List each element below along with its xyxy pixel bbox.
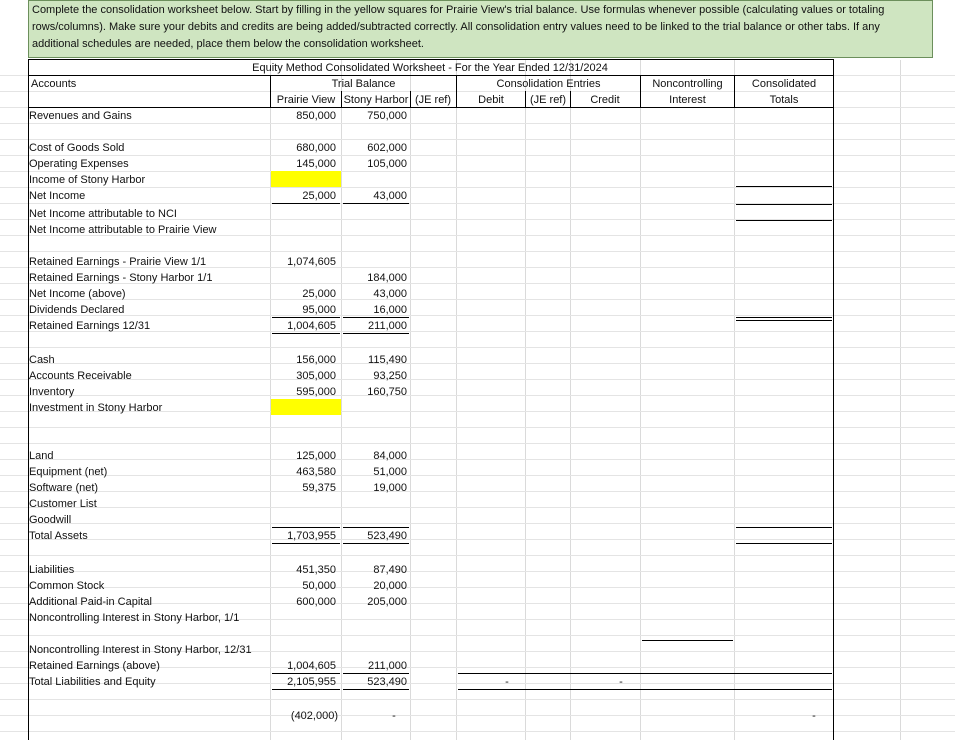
je-ref-header-2: (JE ref) [529, 94, 567, 106]
pv-cell[interactable]: 145,000 [296, 158, 336, 170]
row-label: Land [29, 450, 54, 462]
sh-cell[interactable]: 205,000 [367, 596, 407, 608]
row-label: Cost of Goods Sold [29, 142, 125, 154]
consolidation-entries-header: Consolidation Entries [496, 78, 601, 90]
pv-cell[interactable]: 1,004,605 [287, 660, 336, 672]
sh-cell[interactable]: 523,490 [367, 530, 407, 542]
sh-cell[interactable]: 43,000 [373, 288, 407, 300]
sh-cell[interactable]: 184,000 [367, 272, 407, 284]
sh-cell[interactable]: 211,000 [368, 320, 407, 332]
pv-cell[interactable]: 680,000 [296, 142, 336, 154]
pv-cell[interactable]: 600,000 [296, 596, 336, 608]
pv-cell[interactable]: 850,000 [296, 110, 336, 122]
credit-total-cell[interactable]: - [619, 676, 623, 688]
nci-header-line1: Noncontrolling [652, 78, 723, 90]
row-label: Goodwill [29, 514, 72, 526]
pv-cell[interactable]: 50,000 [302, 580, 336, 592]
row-label: Noncontrolling Interest in Stony Harbor, 12/31 [29, 644, 252, 656]
investment-in-stony-harbor-input[interactable] [271, 399, 341, 415]
income-of-stony-harbor-input[interactable] [271, 171, 341, 187]
sh-cell[interactable]: 19,000 [373, 482, 407, 494]
pv-cell[interactable]: 2,105,955 [287, 676, 336, 688]
sh-cell[interactable]: 51,000 [373, 466, 407, 478]
sh-cell[interactable]: 87,490 [373, 564, 407, 576]
pv-cell[interactable]: 305,000 [296, 370, 336, 382]
sh-cell[interactable]: 115,490 [368, 354, 407, 366]
row-label: Accounts Receivable [29, 370, 132, 382]
row-label: Total Assets [29, 530, 88, 542]
sh-cell[interactable]: 602,000 [367, 142, 407, 154]
row-label: Operating Expenses [29, 158, 129, 170]
pv-cell[interactable]: 595,000 [296, 386, 336, 398]
row-label: Inventory [29, 386, 75, 398]
sh-cell[interactable]: 105,000 [367, 158, 407, 170]
sh-cell[interactable]: 20,000 [373, 580, 407, 592]
pv-cell[interactable]: 156,000 [296, 354, 336, 366]
row-label: Dividends Declared [29, 304, 125, 316]
row-label: Retained Earnings (above) [29, 660, 160, 672]
pv-cell[interactable]: 59,375 [302, 482, 336, 494]
pv-cell[interactable]: 25,000 [302, 190, 336, 202]
trial-balance-header: Trial Balance [331, 78, 396, 90]
pv-cell[interactable]: 125,000 [296, 450, 336, 462]
row-label: Retained Earnings 12/31 [29, 320, 151, 332]
debit-total-cell[interactable]: - [505, 676, 509, 688]
row-label: Net Income [29, 190, 86, 202]
row-label: Retained Earnings - Stony Harbor 1/1 [29, 272, 213, 284]
pv-cell[interactable]: 1,074,605 [287, 256, 336, 268]
row-label: Revenues and Gains [29, 110, 132, 122]
consolidated-header-line2: Totals [769, 94, 799, 106]
sh-check-cell[interactable]: - [392, 710, 396, 722]
sh-cell[interactable]: 43,000 [373, 190, 407, 202]
sh-cell[interactable]: 84,000 [373, 450, 407, 462]
row-label: Income of Stony Harbor [29, 174, 146, 186]
pv-cell[interactable]: 451,350 [296, 564, 336, 576]
credit-header: Credit [590, 94, 620, 106]
sh-cell[interactable]: 523,490 [367, 676, 407, 688]
sh-cell[interactable]: 750,000 [367, 110, 407, 122]
accounts-header: Accounts [31, 78, 77, 90]
row-label: Investment in Stony Harbor [29, 402, 163, 414]
pv-cell[interactable]: 463,580 [296, 466, 336, 478]
worksheet-title: Equity Method Consolidated Worksheet - For the Year Ended 12/31/2024 [252, 62, 608, 74]
row-label: Software (net) [29, 482, 99, 494]
pv-cell[interactable]: 95,000 [302, 304, 336, 316]
row-label: Retained Earnings - Prairie View 1/1 [29, 256, 207, 268]
row-label: Common Stock [29, 580, 105, 592]
sh-cell[interactable]: 16,000 [373, 304, 407, 316]
nci-header-line2: Interest [669, 94, 706, 106]
row-label: Liabilities [29, 564, 75, 576]
row-label: Total Liabilities and Equity [29, 676, 156, 688]
debit-header: Debit [478, 94, 504, 106]
pv-cell[interactable]: 1,703,955 [287, 530, 336, 542]
sh-cell[interactable]: 211,000 [368, 660, 407, 672]
pv-cell[interactable]: 25,000 [302, 288, 336, 300]
row-label: Cash [29, 354, 55, 366]
prairie-view-header: Prairie View [276, 94, 336, 106]
stony-harbor-header: Stony Harbor [343, 94, 409, 106]
sh-cell[interactable]: 160,750 [367, 386, 407, 398]
sh-cell[interactable]: 93,250 [373, 370, 407, 382]
row-label: Additional Paid-in Capital [29, 596, 152, 608]
row-label: Customer List [29, 498, 97, 510]
instructions-text: Complete the consolidation worksheet below. Start by filling in the yellow squares for Prairie View's trial balance. Use formulas whenever possible (calculating values or totaling rows/columns). Make sure your debits and credits are being added/subtracted correctly. All consolidation entry values need to be linked to the trial balance or other tabs. If any additional schedules are needed, place them below the consolidation worksheet. [28, 0, 933, 58]
je-ref-header-1: (JE ref) [414, 94, 452, 106]
pv-cell[interactable]: 1,004,605 [287, 320, 336, 332]
row-label: Noncontrolling Interest in Stony Harbor, 1/1 [29, 612, 240, 624]
row-label: Net Income (above) [29, 288, 126, 300]
consolidated-header-line1: Consolidated [751, 78, 817, 90]
pv-check-cell[interactable]: (402,000) [290, 710, 338, 722]
row-label: Equipment (net) [29, 466, 108, 478]
row-label: Net Income attributable to NCI [29, 208, 177, 220]
consolidated-check-cell[interactable]: - [812, 710, 816, 722]
row-label: Net Income attributable to Prairie View [29, 224, 217, 236]
